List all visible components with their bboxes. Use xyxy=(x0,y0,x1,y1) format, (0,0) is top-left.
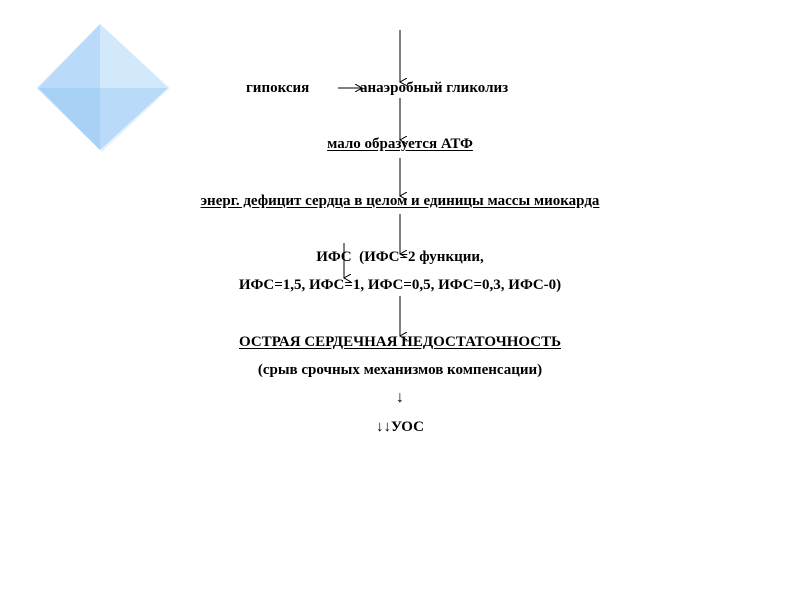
ifs-line-2: ИФС=1,5, ИФС=1, ИФС=0,5, ИФС=0,3, ИФС-0) xyxy=(238,277,562,293)
down-arrow: ↓ xyxy=(396,389,404,406)
acute-heart-failure-label: ОСТРАЯ СЕРДЕЧНАЯ НЕДОСТАТОЧНОСТЬ xyxy=(239,334,561,350)
ifs-line-1: ИФС (ИФС=2 функции, xyxy=(316,249,484,265)
glycolysis-label: анаэробный гликолиз xyxy=(360,80,509,96)
compensation-breakdown-label: (срыв срочных механизмов компенсации) xyxy=(257,362,543,378)
energy-deficit-label: энерг. дефицит сердца в целом и единицы массы миокарда xyxy=(200,193,600,209)
atp-label: мало образуется АТФ xyxy=(327,136,473,152)
stroke-volume-label: ↓↓УОС xyxy=(376,419,424,435)
hypoxia-label: гипоксия xyxy=(246,80,310,96)
